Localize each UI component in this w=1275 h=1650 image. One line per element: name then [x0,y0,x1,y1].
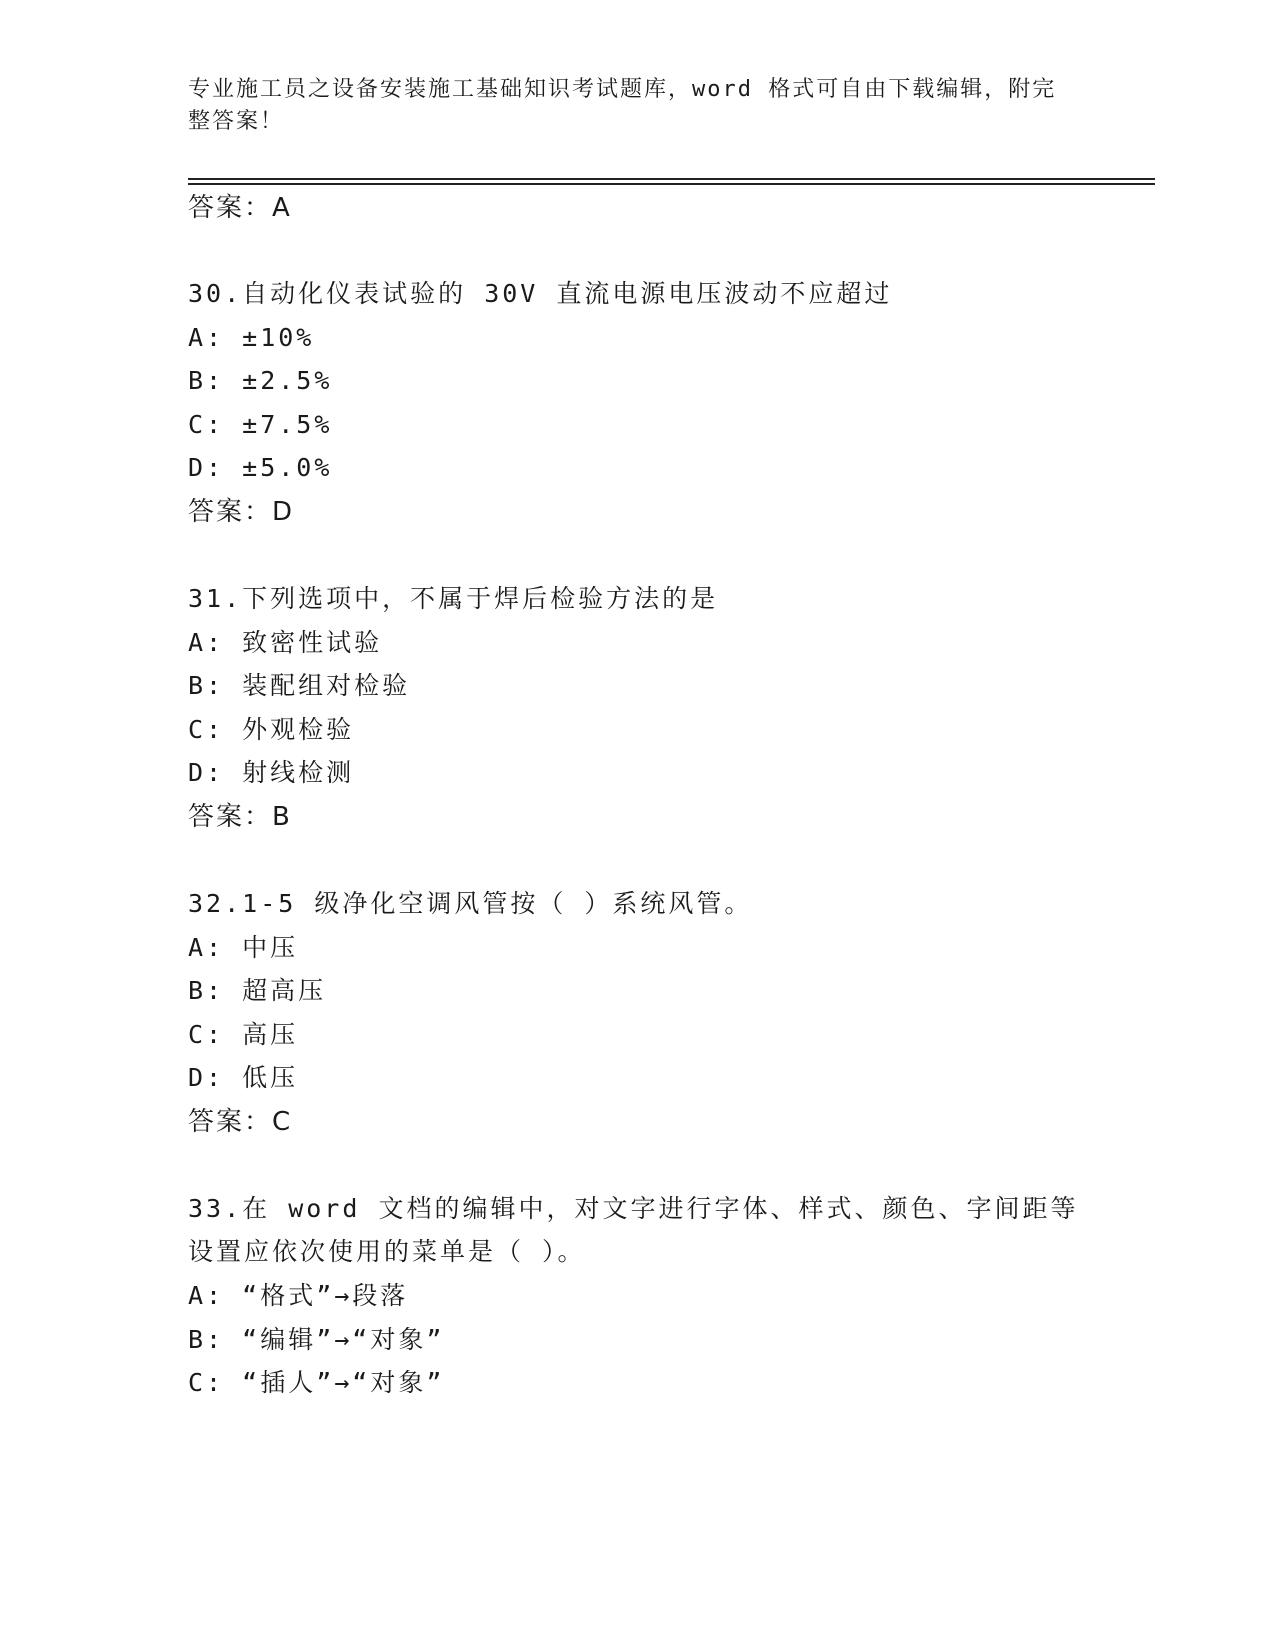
question-33-option-b: B: “编辑”→“对象” [188,1325,445,1354]
document-header [188,74,1088,138]
question-32-option-d: D: 低压 [188,1063,299,1092]
question-31-option-d: D: 射线检测 [188,758,355,787]
question-31-option-c: C: 外观检验 [188,715,355,744]
question-31-option-a: A: 致密性试验 [188,628,383,657]
answer-29: 答案：A [188,193,292,223]
question-30-option-b: B: ±2.5% [188,366,333,395]
question-33-stem-line-2: 设置应依次使用的菜单是（ ）。 [188,1237,586,1266]
header-line-1: 专业施工员之设备安装施工基础知识考试题库，word 格式可自由下载编辑，附完 [188,77,1057,102]
question-31-answer: 答案：B [188,802,292,832]
question-32-stem: 32.1-5 级净化空调风管按（ ）系统风管。 [188,889,753,918]
header-line-2: 整答案！ [188,109,285,134]
question-30-option-c: C: ±7.5% [188,410,333,439]
question-31-option-b: B: 装配组对检验 [188,671,411,700]
header-divider-bottom [188,183,1155,185]
question-33-stem-line-1: 33.在 word 文档的编辑中，对文字进行字体、样式、颜色、字间距等 [188,1194,1079,1223]
question-32-option-a: A: 中压 [188,933,299,962]
question-32-option-b: B: 超高压 [188,976,327,1005]
question-32-answer: 答案：C [188,1107,293,1137]
question-32-option-c: C: 高压 [188,1020,299,1049]
question-30-option-a: A: ±10% [188,323,315,352]
header-divider-top [188,178,1155,180]
question-33-option-a: A: “格式”→段落 [188,1281,409,1310]
question-33-option-c: C: “插人”→“对象” [188,1368,445,1397]
question-31-stem: 31.下列选项中，不属于焊后检验方法的是 [188,584,719,613]
question-30-answer: 答案：D [188,497,295,527]
question-30-stem: 30.自动化仪表试验的 30V 直流电源电压波动不应超过 [188,279,893,308]
question-30-option-d: D: ±5.0% [188,453,333,482]
